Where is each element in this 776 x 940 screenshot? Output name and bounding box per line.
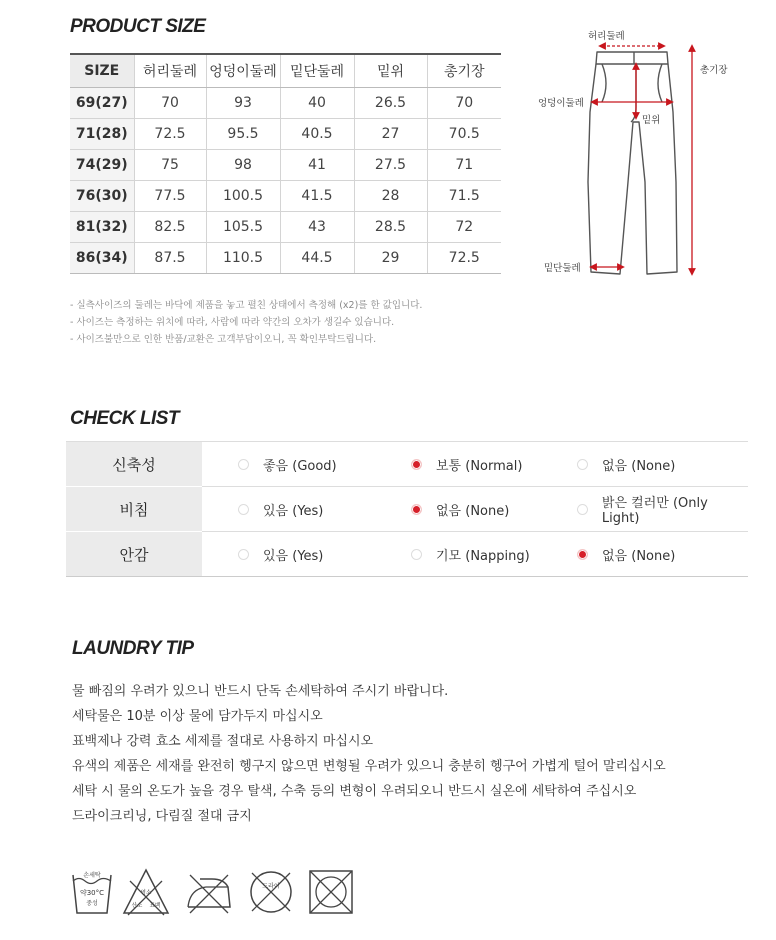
no-bleach-icon xyxy=(122,867,170,917)
table-cell: 98 xyxy=(206,149,280,180)
pants-illustration xyxy=(530,22,770,292)
option-label: 있음 (Yes) xyxy=(263,548,324,564)
radio-selected-icon xyxy=(411,459,422,470)
option-label: 밝은 컬러만 (Only Light) xyxy=(601,496,708,526)
table-cell: 27 xyxy=(354,118,427,149)
table-cell: 95.5 xyxy=(206,118,280,149)
option-none[interactable] xyxy=(577,455,675,474)
size-table-header-row xyxy=(70,54,501,87)
table-cell: 87.5 xyxy=(134,242,206,273)
table-cell: 105.5 xyxy=(206,211,280,242)
size-cell: 76(30) xyxy=(70,180,134,211)
table-row xyxy=(70,211,501,242)
table-row xyxy=(70,118,501,149)
table-cell: 40 xyxy=(280,87,354,118)
option-label: 없음 (None) xyxy=(602,548,676,564)
option-label: 없음 (None) xyxy=(436,503,510,519)
size-notes xyxy=(70,297,422,348)
laundry-tips xyxy=(72,679,666,829)
laundry-tip-line: 표백제나 강력 효소 세제를 절대로 사용하지 마십시오 xyxy=(72,734,374,749)
rise-label: 밑위 xyxy=(642,115,661,126)
radio-selected-icon xyxy=(577,549,588,560)
option-yes[interactable] xyxy=(238,545,323,564)
option-label: 기모 (Napping) xyxy=(436,548,530,564)
size-note: - 실측사이즈의 둘레는 바닥에 제품을 놓고 펼친 상태에서 측정해 (x2)를 한 값입니다. xyxy=(70,300,423,311)
length-header: 총기장 xyxy=(427,54,501,87)
total-length-label: 총기장 xyxy=(700,65,728,76)
pants-measurement-diagram xyxy=(530,22,770,292)
option-label: 없음 (None) xyxy=(602,458,676,474)
check-list-title: CHECK LIST xyxy=(70,408,179,429)
check-row-elasticity xyxy=(66,442,748,487)
size-cell: 86(34) xyxy=(70,242,134,273)
table-cell: 72.5 xyxy=(427,242,501,273)
table-row xyxy=(70,149,501,180)
no-tumble-dry-icon xyxy=(306,867,356,917)
size-cell: 71(28) xyxy=(70,118,134,149)
waist-header: 허리둘레 xyxy=(134,54,206,87)
table-row xyxy=(70,180,501,211)
table-cell: 43 xyxy=(280,211,354,242)
no-dry-clean-icon xyxy=(246,867,296,917)
table-cell: 72 xyxy=(427,211,501,242)
option-none[interactable] xyxy=(577,545,675,564)
table-cell: 70.5 xyxy=(427,118,501,149)
check-row-lining xyxy=(66,532,748,577)
table-row xyxy=(70,87,501,118)
option-yes[interactable] xyxy=(238,500,323,519)
check-list-table xyxy=(66,441,748,577)
radio-icon xyxy=(238,549,249,560)
svg-text:약30°C: 약30°C xyxy=(79,889,105,897)
table-cell: 26.5 xyxy=(354,87,427,118)
table-cell: 93 xyxy=(206,87,280,118)
hem-header: 밑단둘레 xyxy=(280,54,354,87)
radio-icon xyxy=(238,459,249,470)
size-cell: 81(32) xyxy=(70,211,134,242)
table-cell: 44.5 xyxy=(280,242,354,273)
option-label: 좋음 (Good) xyxy=(263,458,337,474)
check-row-label: 안감 xyxy=(66,532,202,577)
option-napping[interactable] xyxy=(411,545,530,564)
waist-label: 허리둘레 xyxy=(588,31,625,42)
table-cell: 110.5 xyxy=(206,242,280,273)
check-row-sheerness xyxy=(66,487,748,532)
check-row-label: 비침 xyxy=(66,487,202,532)
table-cell: 77.5 xyxy=(134,180,206,211)
svg-text:산소: 산소 xyxy=(131,903,143,909)
size-note: - 사이즈불만으로 인한 반품/교환은 고객부담이오니, 꼭 확인부탁드립니다. xyxy=(70,334,377,345)
product-size-title: PRODUCT SIZE xyxy=(70,16,206,37)
option-only-light[interactable] xyxy=(577,492,748,526)
table-cell: 82.5 xyxy=(134,211,206,242)
option-label: 보통 (Normal) xyxy=(436,458,523,474)
radio-selected-icon xyxy=(411,504,422,515)
table-cell: 71 xyxy=(427,149,501,180)
check-row-label: 신축성 xyxy=(66,442,202,487)
table-cell: 70 xyxy=(427,87,501,118)
svg-text:염소: 염소 xyxy=(140,890,152,896)
radio-icon xyxy=(577,459,588,470)
size-table xyxy=(70,53,501,274)
option-good[interactable] xyxy=(238,455,337,474)
table-row xyxy=(70,242,501,273)
laundry-tip-line: 드라이크리닝, 다림질 절대 금지 xyxy=(72,809,252,824)
size-cell: 74(29) xyxy=(70,149,134,180)
hand-wash-icon xyxy=(70,867,114,917)
table-cell: 29 xyxy=(354,242,427,273)
svg-text:드라이: 드라이 xyxy=(262,883,280,890)
size-header: SIZE xyxy=(70,54,134,87)
size-cell: 69(27) xyxy=(70,87,134,118)
option-label: 있음 (Yes) xyxy=(263,503,324,519)
table-cell: 70 xyxy=(134,87,206,118)
no-ironing-icon xyxy=(184,867,234,917)
table-cell: 41 xyxy=(280,149,354,180)
svg-text:표백: 표백 xyxy=(149,903,161,909)
rise-header: 밑위 xyxy=(354,54,427,87)
laundry-tip-line: 세탁 시 물의 온도가 높을 경우 탈색, 수축 등의 변형이 우려되오니 반드시 실온에 세탁하여 주십시오 xyxy=(72,784,637,799)
table-cell: 40.5 xyxy=(280,118,354,149)
table-cell: 28.5 xyxy=(354,211,427,242)
laundry-tip-line: 세탁물은 10분 이상 물에 담가두지 마십시오 xyxy=(72,709,323,724)
table-cell: 75 xyxy=(134,149,206,180)
laundry-tip-line: 물 빠짐의 우려가 있으니 반드시 단독 손세탁하여 주시기 바랍니다. xyxy=(72,684,449,699)
table-cell: 71.5 xyxy=(427,180,501,211)
table-cell: 72.5 xyxy=(134,118,206,149)
hip-label: 엉덩이둘레 xyxy=(538,98,584,109)
svg-text:손세탁: 손세탁 xyxy=(83,872,101,879)
radio-icon xyxy=(238,504,249,515)
hem-label: 밑단둘레 xyxy=(544,263,581,274)
table-cell: 100.5 xyxy=(206,180,280,211)
option-normal[interactable] xyxy=(411,455,522,474)
laundry-tip-line: 유색의 제품은 세재를 완전히 헹구지 않으면 변형될 우려가 있으니 충분히 헹구어 가볍게 털어 말리십시오 xyxy=(72,759,666,774)
table-cell: 41.5 xyxy=(280,180,354,211)
size-note: - 사이즈는 측정하는 위치에 따라, 사람에 따라 약간의 오차가 생길수 있습니다. xyxy=(70,317,395,328)
table-cell: 28 xyxy=(354,180,427,211)
table-cell: 27.5 xyxy=(354,149,427,180)
laundry-tip-title: LAUNDRY TIP xyxy=(72,638,194,659)
option-none[interactable] xyxy=(411,500,509,519)
radio-icon xyxy=(577,504,588,515)
svg-text:중성: 중성 xyxy=(86,900,98,907)
radio-icon xyxy=(411,549,422,560)
hip-header: 엉덩이둘레 xyxy=(206,54,280,87)
